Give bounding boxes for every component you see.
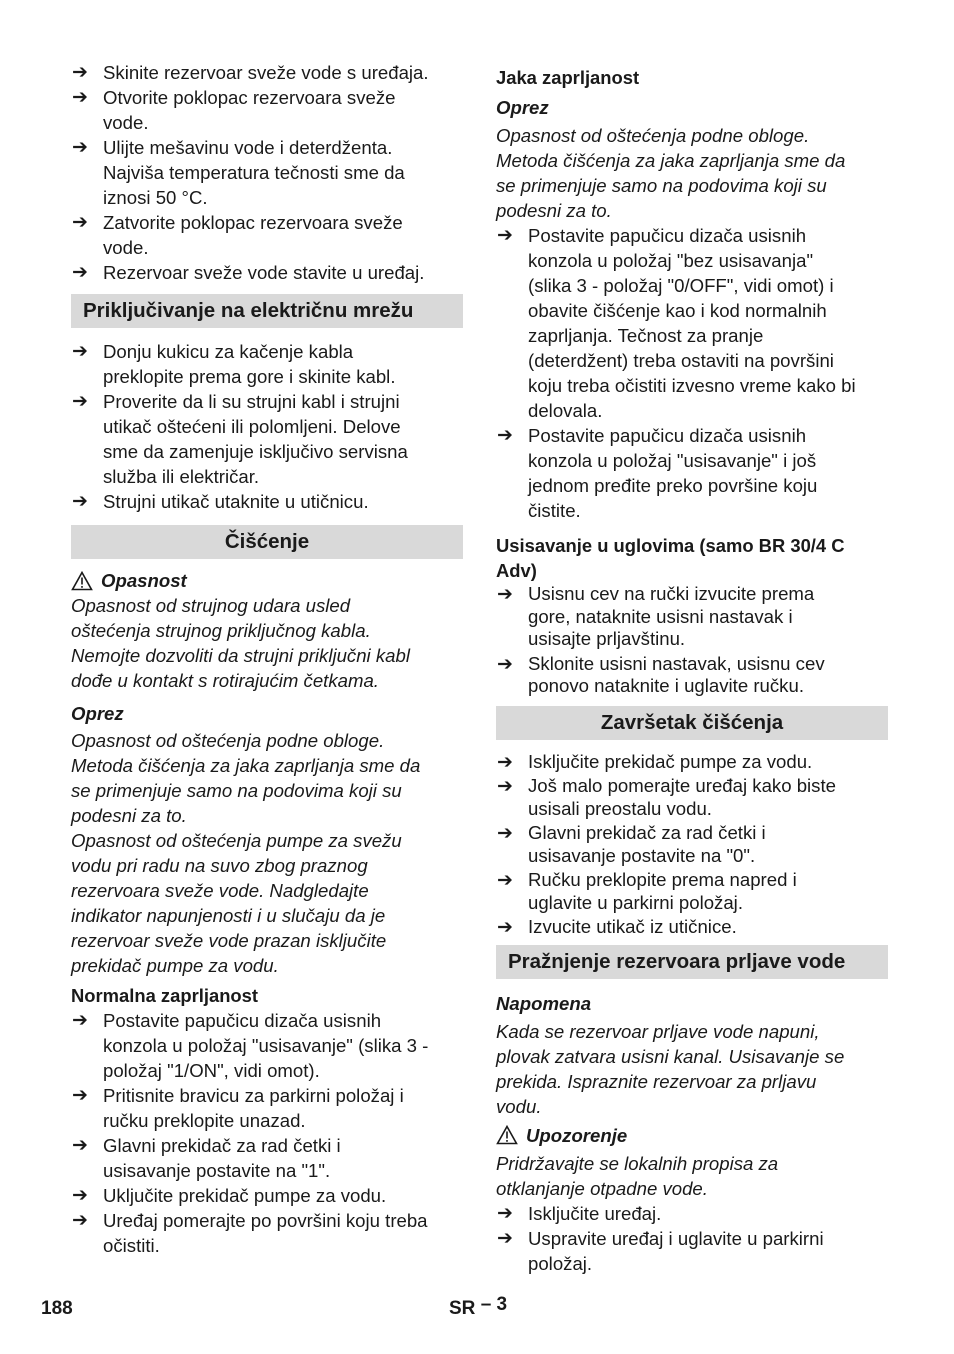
instruction-step — [71, 260, 463, 285]
instruction-step — [71, 339, 463, 389]
step-line: Postavite papučicu dizača usisnih — [528, 425, 807, 446]
danger-label-line — [71, 568, 463, 593]
instruction-step — [71, 1008, 463, 1083]
instruction-step — [496, 751, 888, 774]
step-line: usisavanje postavite na "1". — [103, 1160, 331, 1181]
arrow-right-icon: ➔ — [497, 224, 513, 246]
instruction-step — [71, 1133, 463, 1183]
warning-label-line — [496, 1123, 888, 1148]
left-column — [71, 60, 463, 1258]
step-line: Skinite rezervoar sveže vode s uređaja. — [103, 62, 429, 83]
arrow-right-icon: ➔ — [497, 652, 513, 675]
arrow-right-icon: ➔ — [497, 916, 513, 938]
step-line: Uspravite uređaj i uglavite u parkirni — [528, 1227, 824, 1249]
text-line: vodu pri radu na suvo zbog praznog — [71, 855, 368, 876]
warning-label: Upozorenje — [526, 1124, 628, 1146]
step-line: Strujni utikač utaknite u utičnicu. — [103, 491, 369, 512]
step-line: Ulijte mešavinu vode i deterdženta. — [103, 137, 393, 158]
step-line: Postavite papučicu dizača usisnih — [528, 225, 807, 246]
step-line: Pritisnite bravicu za parkirni položaj i — [103, 1085, 404, 1106]
step-line: (deterdžent) treba ostaviti na površini — [528, 350, 834, 371]
warning-text — [496, 1151, 888, 1201]
step-line: konzola u položaj "usisavanje" (slika 3 - — [103, 1035, 429, 1056]
instruction-step — [71, 210, 463, 260]
arrow-right-icon: ➔ — [72, 136, 88, 158]
arrow-right-icon: ➔ — [497, 583, 513, 605]
step-line: Otvorite poklopac rezervoara sveže — [103, 87, 396, 108]
arrow-right-icon: ➔ — [497, 750, 513, 773]
step-line: Glavni prekidač za rad četki i — [103, 1135, 341, 1156]
text-line: Opasnost od oštećenja pumpe za svežu — [71, 830, 402, 851]
step-line: Proverite da li su strujni kabl i strujni — [103, 391, 400, 412]
arrow-right-icon: ➔ — [72, 261, 88, 283]
text-line: Opasnost od oštećenja podne obloge. — [496, 125, 810, 146]
instruction-step — [496, 1201, 888, 1226]
step-line: Izvucite utikač iz utičnice. — [528, 916, 737, 937]
arrow-right-icon: ➔ — [72, 1084, 88, 1106]
arrow-right-icon: ➔ — [72, 340, 88, 362]
instruction-step — [496, 869, 888, 914]
instruction-step — [496, 822, 888, 867]
caution-text-right — [496, 123, 888, 223]
arrow-right-icon: ➔ — [72, 1209, 88, 1231]
power-steps — [71, 339, 463, 514]
instruction-step — [71, 489, 463, 514]
step-line: usisavanje postavite na "0". — [528, 844, 756, 866]
instruction-step — [71, 1208, 463, 1258]
text-line: podesni za to. — [496, 200, 612, 221]
step-line: preklopite prema gore i skinite kabl. — [103, 366, 396, 387]
footer-subpage: 3 — [496, 1294, 508, 1315]
instruction-step — [71, 1183, 463, 1208]
drain-steps — [496, 1201, 888, 1276]
caution-label-right: Oprez — [496, 97, 549, 118]
warning-triangle-icon — [71, 571, 93, 591]
step-line: Glavni prekidač za rad četki i — [528, 822, 766, 843]
instruction-step — [71, 135, 463, 210]
danger-label: Opasnost — [101, 570, 187, 591]
arrow-right-icon: ➔ — [497, 1226, 513, 1249]
page-number: 188 — [41, 1298, 73, 1319]
step-line: usisali preostalu vodu. — [528, 797, 712, 819]
step-line: delovala. — [528, 400, 603, 421]
instruction-step — [496, 423, 888, 523]
text-line: Nemojte dozvoliti da strujni priključni kabl — [71, 645, 410, 666]
heavy-soiling-heading: Jaka zaprljanost — [496, 67, 640, 88]
text-line: rezervoara sveže vode. Nadgledajte — [71, 880, 369, 901]
step-line: položaj. — [528, 1252, 593, 1274]
step-line: vode. — [103, 112, 149, 133]
warning-triangle-icon — [496, 1125, 518, 1145]
corners-steps — [496, 583, 888, 698]
arrow-right-icon: ➔ — [497, 1201, 513, 1224]
arrow-right-icon: ➔ — [497, 822, 513, 844]
text-line: Opasnost od oštećenja podne obloge. — [71, 730, 385, 751]
instruction-step — [71, 1083, 463, 1133]
step-line: koju treba očistiti izvesno vreme kako bi — [528, 375, 856, 396]
step-line: Zatvorite poklopac rezervoara sveže — [103, 212, 403, 233]
instruction-step — [71, 389, 463, 489]
arrow-right-icon: ➔ — [72, 86, 88, 108]
footer-dash: – — [480, 1294, 492, 1315]
section-heading-end-cleaning: Završetak čišćenja — [496, 706, 888, 740]
language-code — [449, 1296, 507, 1321]
text-line: prekida. Ispraznite rezervoar za prljavu — [496, 1070, 817, 1092]
arrow-right-icon: ➔ — [72, 1184, 88, 1206]
section-heading-power: Priključivanje na električnu mrežu — [71, 294, 463, 328]
step-line: Isključite prekidač pumpe za vodu. — [528, 750, 813, 772]
step-line: Isključite uređaj. — [528, 1202, 662, 1224]
caution-text — [71, 728, 463, 978]
arrow-right-icon: ➔ — [497, 424, 513, 446]
normal-soiling-steps — [71, 1008, 463, 1258]
step-line: Postavite papučicu dizača usisnih — [103, 1010, 382, 1031]
arrow-right-icon: ➔ — [72, 61, 88, 83]
text-line: Metoda čišćenja za jaka zaprljanja sme da — [71, 755, 421, 776]
text-line: se primenjuje samo na podovima koji su — [71, 780, 402, 801]
caution-label: Oprez — [71, 703, 124, 724]
step-line: Najviša temperatura tečnosti sme da — [103, 162, 405, 183]
arrow-right-icon: ➔ — [72, 211, 88, 233]
step-line: iznosi 50 °C. — [103, 187, 208, 208]
arrow-right-icon: ➔ — [72, 1134, 88, 1156]
text-line: Metoda čišćenja za jaka zaprljanja sme da — [496, 150, 846, 171]
text-line: rezervoar sveže vode prazan isključite — [71, 930, 387, 951]
text-line: otklanjanje otpadne vode. — [496, 1177, 708, 1199]
text-line: Adv) — [496, 560, 537, 581]
step-line: služba ili električar. — [103, 466, 260, 487]
instruction-step — [71, 85, 463, 135]
danger-text — [71, 593, 463, 693]
step-line: vode. — [103, 237, 149, 258]
text-line: prekidač pumpe za vodu. — [71, 955, 279, 976]
step-line: Ručku preklopite prema napred i — [528, 869, 797, 890]
step-line: čistite. — [528, 500, 581, 521]
text-line: Pridržavajte se lokalnih propisa za — [496, 1152, 779, 1174]
text-line: Usisavanje u uglovima (samo BR 30/4 C — [496, 535, 845, 556]
heavy-soiling-steps — [496, 223, 888, 523]
text-line: vodu. — [496, 1095, 542, 1117]
step-line: konzola u položaj "usisavanje" i još — [528, 450, 817, 471]
text-line: dođe u kontakt s rotirajućim četkama. — [71, 670, 379, 691]
step-line: položaj "1/ON", vidi omot). — [103, 1060, 320, 1081]
text-line: Opasnost od strujnog udara usled — [71, 595, 351, 616]
text-line: plovak zatvara usisni kanal. Usisavanje se — [496, 1045, 845, 1067]
step-line: ručku preklopite unazad. — [103, 1110, 306, 1131]
step-line: Rezervoar sveže vode stavite u uređaj. — [103, 262, 425, 283]
step-line: ponovo nataknite i uglavite ručku. — [528, 675, 804, 696]
end-cleaning-steps — [496, 751, 888, 939]
step-line: Uređaj pomerajte po površini koju treba — [103, 1210, 428, 1231]
text-line: podesni za to. — [71, 805, 187, 826]
note-text — [496, 1019, 888, 1119]
text-line: oštećenja strujnog priključnog kabla. — [71, 620, 371, 641]
step-line: konzola u položaj "bez usisavanja" — [528, 250, 814, 271]
instruction-step — [496, 223, 888, 423]
text-line: Kada se rezervoar prljave vode napuni, — [496, 1020, 820, 1042]
step-line: Još malo pomerajte uređaj kako biste — [528, 775, 836, 796]
language-label: SR — [449, 1298, 476, 1319]
step-line: utikač oštećeni ili polomljeni. Delove — [103, 416, 401, 437]
step-line: jednom pređite preko površine koju — [528, 475, 818, 496]
step-line: očistiti. — [103, 1235, 160, 1256]
instruction-step — [496, 583, 888, 651]
step-line: Usisnu cev na ručki izvucite prema — [528, 583, 815, 604]
right-column — [496, 65, 888, 1276]
note-label: Napomena — [496, 992, 592, 1014]
section-heading-cleaning: Čišćenje — [71, 525, 463, 559]
step-line: Uključite prekidač pumpe za vodu. — [103, 1185, 387, 1206]
instruction-step — [496, 1226, 888, 1276]
instruction-step — [496, 653, 888, 698]
step-line: usisajte prljavštinu. — [528, 628, 686, 649]
arrow-right-icon: ➔ — [72, 1009, 88, 1031]
section-heading-drain: Pražnjenje rezervoara prljave vode — [496, 945, 888, 979]
instruction-step — [496, 775, 888, 820]
arrow-right-icon: ➔ — [497, 869, 513, 891]
instruction-step — [496, 916, 888, 939]
arrow-right-icon: ➔ — [72, 390, 88, 412]
normal-soiling-heading: Normalna zaprljanost — [71, 985, 259, 1006]
corners-heading — [496, 533, 888, 583]
step-line: zaprljanja. Tečnost za pranje — [528, 325, 764, 346]
step-line: Sklonite usisni nastavak, usisnu cev — [528, 652, 825, 674]
step-line: obavite čišćenje kao i kod normalnih — [528, 300, 827, 321]
intro-steps — [71, 60, 463, 285]
text-line: se primenjuje samo na podovima koji su — [496, 175, 827, 196]
step-line: (slika 3 - položaj "0/OFF", vidi omot) i — [528, 275, 834, 296]
step-line: gore, nataknite usisni nastavak i — [528, 605, 793, 627]
instruction-step — [71, 60, 463, 85]
step-line: sme da zamenjuje isključivo servisna — [103, 441, 408, 462]
arrow-right-icon: ➔ — [497, 775, 513, 797]
step-line: uglavite u parkirni položaj. — [528, 891, 743, 913]
step-line: Donju kukicu za kačenje kabla — [103, 341, 354, 362]
text-line: indikator napunjenosti i u slučaju da je — [71, 905, 386, 926]
arrow-right-icon: ➔ — [72, 490, 88, 512]
